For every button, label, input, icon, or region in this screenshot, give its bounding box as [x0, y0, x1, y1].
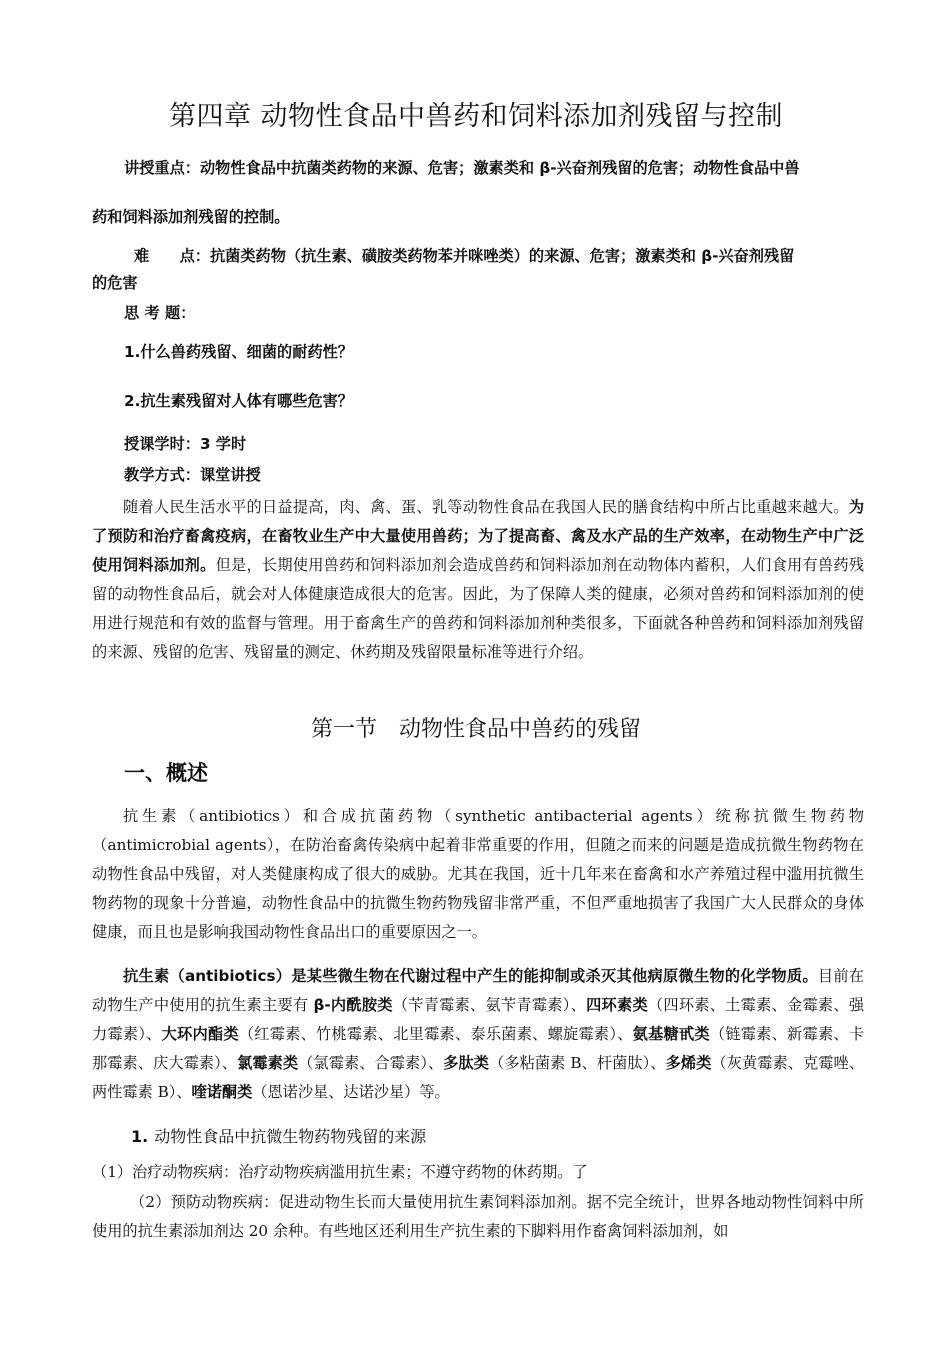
- class-tetracycline-desc: （四环素、土霉素、金霉素、强力霉素）、: [92, 996, 865, 1043]
- question-2: 2.抗生素残留对人体有哪些危害？: [124, 392, 353, 410]
- questions-label: 思 考 题：: [124, 304, 196, 322]
- key-points-line1: [124, 157, 800, 179]
- intro-text-a: 随着人民生活水平的日益提高，肉、禽、蛋、乳等动物性食品在我国人民的膳食结构中所占比重越来越大。: [123, 498, 849, 516]
- key-points-label: 讲授重点：: [124, 159, 200, 177]
- class-polypeptide-desc: （多粘菌素 B、杆菌肽）、: [489, 1054, 666, 1072]
- intro-paragraph: [92, 493, 864, 667]
- class-quinolone-desc: （恩诺沙星、达诺沙星）等。: [252, 1083, 450, 1101]
- class-aminoglycoside-desc: （链霉素、新霉素、卡那霉素、庆大霉素）、: [92, 1025, 865, 1072]
- difficult-points-text-2: 的危害: [92, 274, 138, 292]
- source-item-1: （1）治疗动物疾病：治疗动物疾病滥用抗生素；不遵守药物的休药期。了: [92, 1163, 588, 1181]
- class-polypeptide: 多肽类: [443, 1054, 490, 1072]
- question-1: 1.什么兽药残留、细菌的耐药性？: [124, 343, 353, 361]
- difficult-points-text-1: 抗菌类药物（抗生素、磺胺类药物苯并咪唑类）的来源、危害；激素类和 β-兴奋剂残留: [209, 247, 795, 265]
- subsub-title: [131, 1125, 426, 1149]
- class-beta-lactam-desc: （苄青霉素、氨苄青霉素）、: [392, 996, 587, 1014]
- class-polyene: 多烯类: [665, 1054, 712, 1072]
- class-aminoglycoside: 氨基糖甙类: [632, 1025, 710, 1043]
- intro-text-bold: 为了预防和治疗畜禽疫病，在畜牧业生产中大量使用兽药；为了提高畜、禽及水产品的生产效率，在动物生产中广泛使用饲料添加剂。: [92, 498, 864, 574]
- intro-text-c: 但是，长期使用兽药和饲料添加剂会造成兽药和饲料添加剂在动物体内蓄积，人们食用有兽药残留的动物性食品后，就会对人体健康造成很大的危害。因此，为了保障人类的健康，必须对兽药和饲料添加剂的使用进行规范和有效的监督与管理。用于畜禽生产的兽药和饲料添加剂种类很多，下面就各种兽药和饲料添加剂残留的来源、残留的危害、残留量的测定、休药期及残留限量标准等进行介绍。: [92, 556, 865, 661]
- class-macrolide-desc: （红霉素、竹桃霉素、北里霉素、泰乐菌素、螺旋霉素）、: [238, 1025, 633, 1043]
- overview-paragraph-1: 抗生素（antibiotics）和合成抗菌药物（synthetic antibacterial agents）统称抗微生物药物（antimicrobial agents），在防治畜禽传染病中起着非常重要的作用，但随之而来的问题是造成抗微生物药物在动物性食品中残留，对人类健康构成了很大的威胁。尤其在我国，近十几年来在畜禽和水产养殖过程中滥用抗微生物药物的现象十分普遍，动物性食品中的抗微生物药物残留非常严重，不但严重地损害了我国广大人民群众的身体健康，而且也是影响我国动物性食品出口的重要原因之一。: [92, 807, 864, 941]
- antibiotic-intro: 目前在动物生产中使用的抗生素主要有: [92, 967, 865, 1014]
- overview-paragraph-2: [92, 962, 864, 1107]
- class-beta-lactam: β-内酰胺类: [313, 996, 393, 1014]
- key-points-text-1: 动物性食品中抗菌类药物的来源、危害；激素类和 β-兴奋剂残留的危害；动物性食品中兽: [199, 159, 800, 177]
- subsub-text: 动物性食品中抗微生物药物残留的来源: [154, 1127, 427, 1146]
- difficult-points-line1: [134, 245, 794, 267]
- subsub-number: 1.: [131, 1127, 149, 1146]
- difficult-points-label: 难 点：: [134, 247, 210, 265]
- teaching-hours: 授课学时：3 学时: [124, 435, 247, 453]
- source-item-2: （2）预防动物疾病：促进动物生长而大量使用抗生素饲料添加剂。据不完全统计，世界各地动物性饲料中所使用的抗生素添加剂达 20 余种。有些地区还利用生产抗生素的下脚料用作畜禽饲料添加剂，如: [92, 1193, 864, 1240]
- section-title: 第一节 动物性食品中兽药的残留: [310, 717, 641, 742]
- key-points-text-2: 药和饲料添加剂残留的控制。: [92, 208, 290, 226]
- class-chloramphenicol-desc: （氯霉素、合霉素）、: [298, 1054, 444, 1072]
- class-chloramphenicol: 氯霉素类: [237, 1054, 299, 1072]
- class-quinolone: 喹诺酮类: [191, 1083, 253, 1101]
- class-macrolide: 大环内酯类: [161, 1025, 239, 1043]
- chapter-title: 第四章 动物性食品中兽药和饲料添加剂残留与控制: [168, 101, 784, 132]
- teaching-method: 教学方式：课堂讲授: [124, 466, 261, 484]
- class-polyene-desc: （灰黄霉素、克霉唑、两性霉素 B）、: [92, 1054, 865, 1101]
- class-tetracycline: 四环素类: [586, 996, 648, 1014]
- antibiotic-definition: 抗生素（antibiotics）是某些微生物在代谢过程中产生的能抑制或杀灭其他病原微生物的化学物质。: [123, 967, 818, 985]
- subsection-title: 一、概述: [124, 761, 208, 785]
